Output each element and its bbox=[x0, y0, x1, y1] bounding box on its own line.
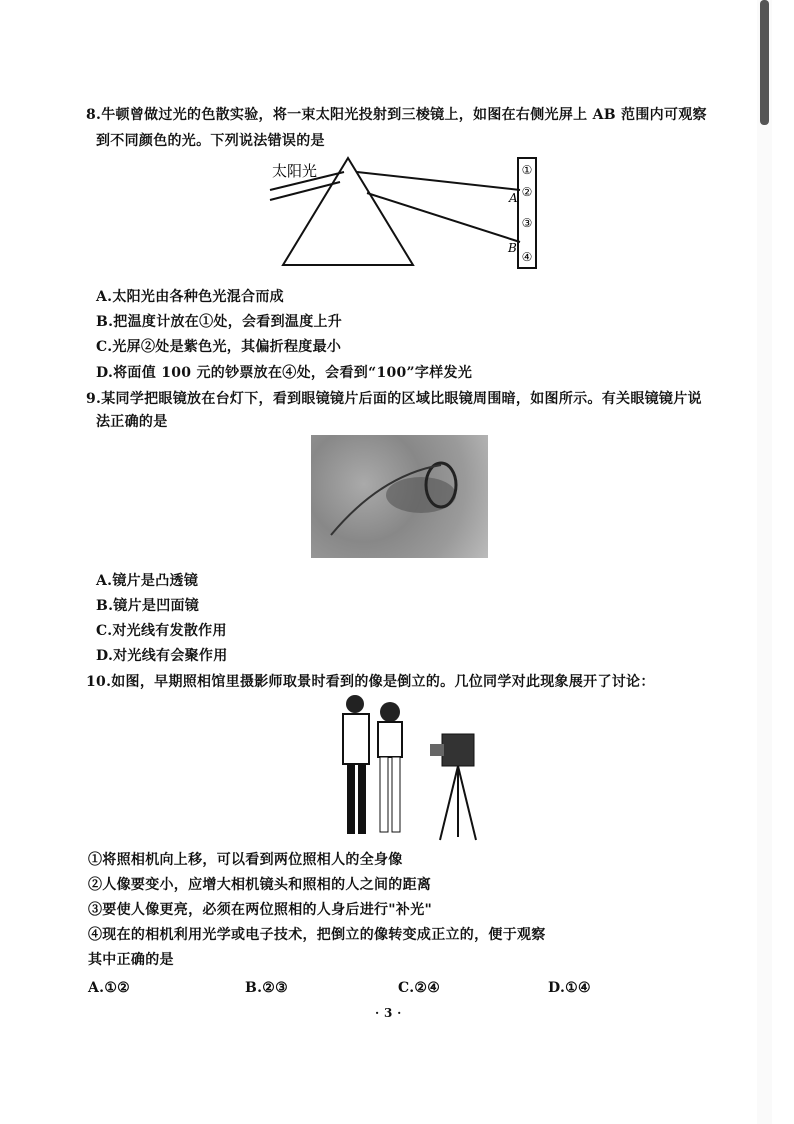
photo-studio-illustration bbox=[330, 692, 500, 842]
point-a-label: A bbox=[509, 191, 518, 205]
q8-option-a: A.太阳光由各种色光混合而成 bbox=[96, 289, 284, 305]
prism-dispersion-diagram bbox=[260, 150, 550, 275]
q9-option-b: B.镜片是凹面镜 bbox=[96, 598, 200, 614]
q9-option-a: A.镜片是凸透镜 bbox=[96, 573, 199, 589]
q10-prompt: 其中正确的是 bbox=[88, 952, 174, 968]
glasses-under-lamp-photo bbox=[311, 435, 488, 558]
page-number: · 3 · bbox=[375, 1006, 402, 1020]
q9-stem-line2: 法正确的是 bbox=[96, 414, 168, 430]
q9-stem-line1: 9.某同学把眼镜放在台灯下，看到眼镜镜片后面的区域比眼镜周围暗，如图所示。有关眼镜镜片说 bbox=[86, 391, 702, 407]
scrollbar-track[interactable] bbox=[757, 0, 772, 1124]
mark-1: ① bbox=[521, 163, 533, 177]
q9-option-c: C.对光线有发散作用 bbox=[96, 623, 227, 639]
q8-stem-line2: 到不同颜色的光。下列说法错误的是 bbox=[96, 133, 325, 149]
q10-stem: 10.如图，早期照相馆里摄影师取景时看到的像是倒立的。几位同学对此现象展开了讨论： bbox=[86, 674, 655, 690]
q10-statement-3: ③要使人像更亮，必须在两位照相的人身后进行"补光" bbox=[88, 902, 433, 918]
q8-option-b: B.把温度计放在①处，会看到温度上升 bbox=[96, 314, 343, 330]
q8-option-c: C.光屏②处是紫色光，其偏折程度最小 bbox=[96, 339, 342, 355]
sunlight-label: 太阳光 bbox=[272, 162, 318, 180]
q10-statement-2: ②人像要变小，应增大相机镜头和照相的人之间的距离 bbox=[88, 877, 432, 893]
q10-option-b: B.②③ bbox=[245, 980, 289, 996]
scrollbar-thumb[interactable] bbox=[760, 0, 769, 125]
q10-statement-1: ①将照相机向上移，可以看到两位照相人的全身像 bbox=[88, 852, 403, 868]
q10-option-d: D.①④ bbox=[548, 980, 591, 996]
q9-option-d: D.对光线有会聚作用 bbox=[96, 648, 228, 664]
q10-option-c: C.②④ bbox=[398, 980, 441, 996]
q10-option-a: A.①② bbox=[88, 980, 131, 996]
mark-3: ③ bbox=[521, 216, 533, 230]
point-b-label: B bbox=[508, 241, 517, 255]
mark-4: ④ bbox=[521, 250, 533, 264]
q8-stem-line1: 8.牛顿曾做过光的色散实验，将一束太阳光投射到三棱镜上，如图在右侧光屏上 AB 范围内可观察 bbox=[86, 107, 707, 123]
q10-statement-4: ④现在的相机利用光学或电子技术，把倒立的像转变成正立的，便于观察 bbox=[88, 927, 546, 943]
mark-2: ② bbox=[521, 185, 533, 199]
q8-option-d: D.将面值 100 元的钞票放在④处，会看到“100”字样发光 bbox=[96, 365, 473, 381]
